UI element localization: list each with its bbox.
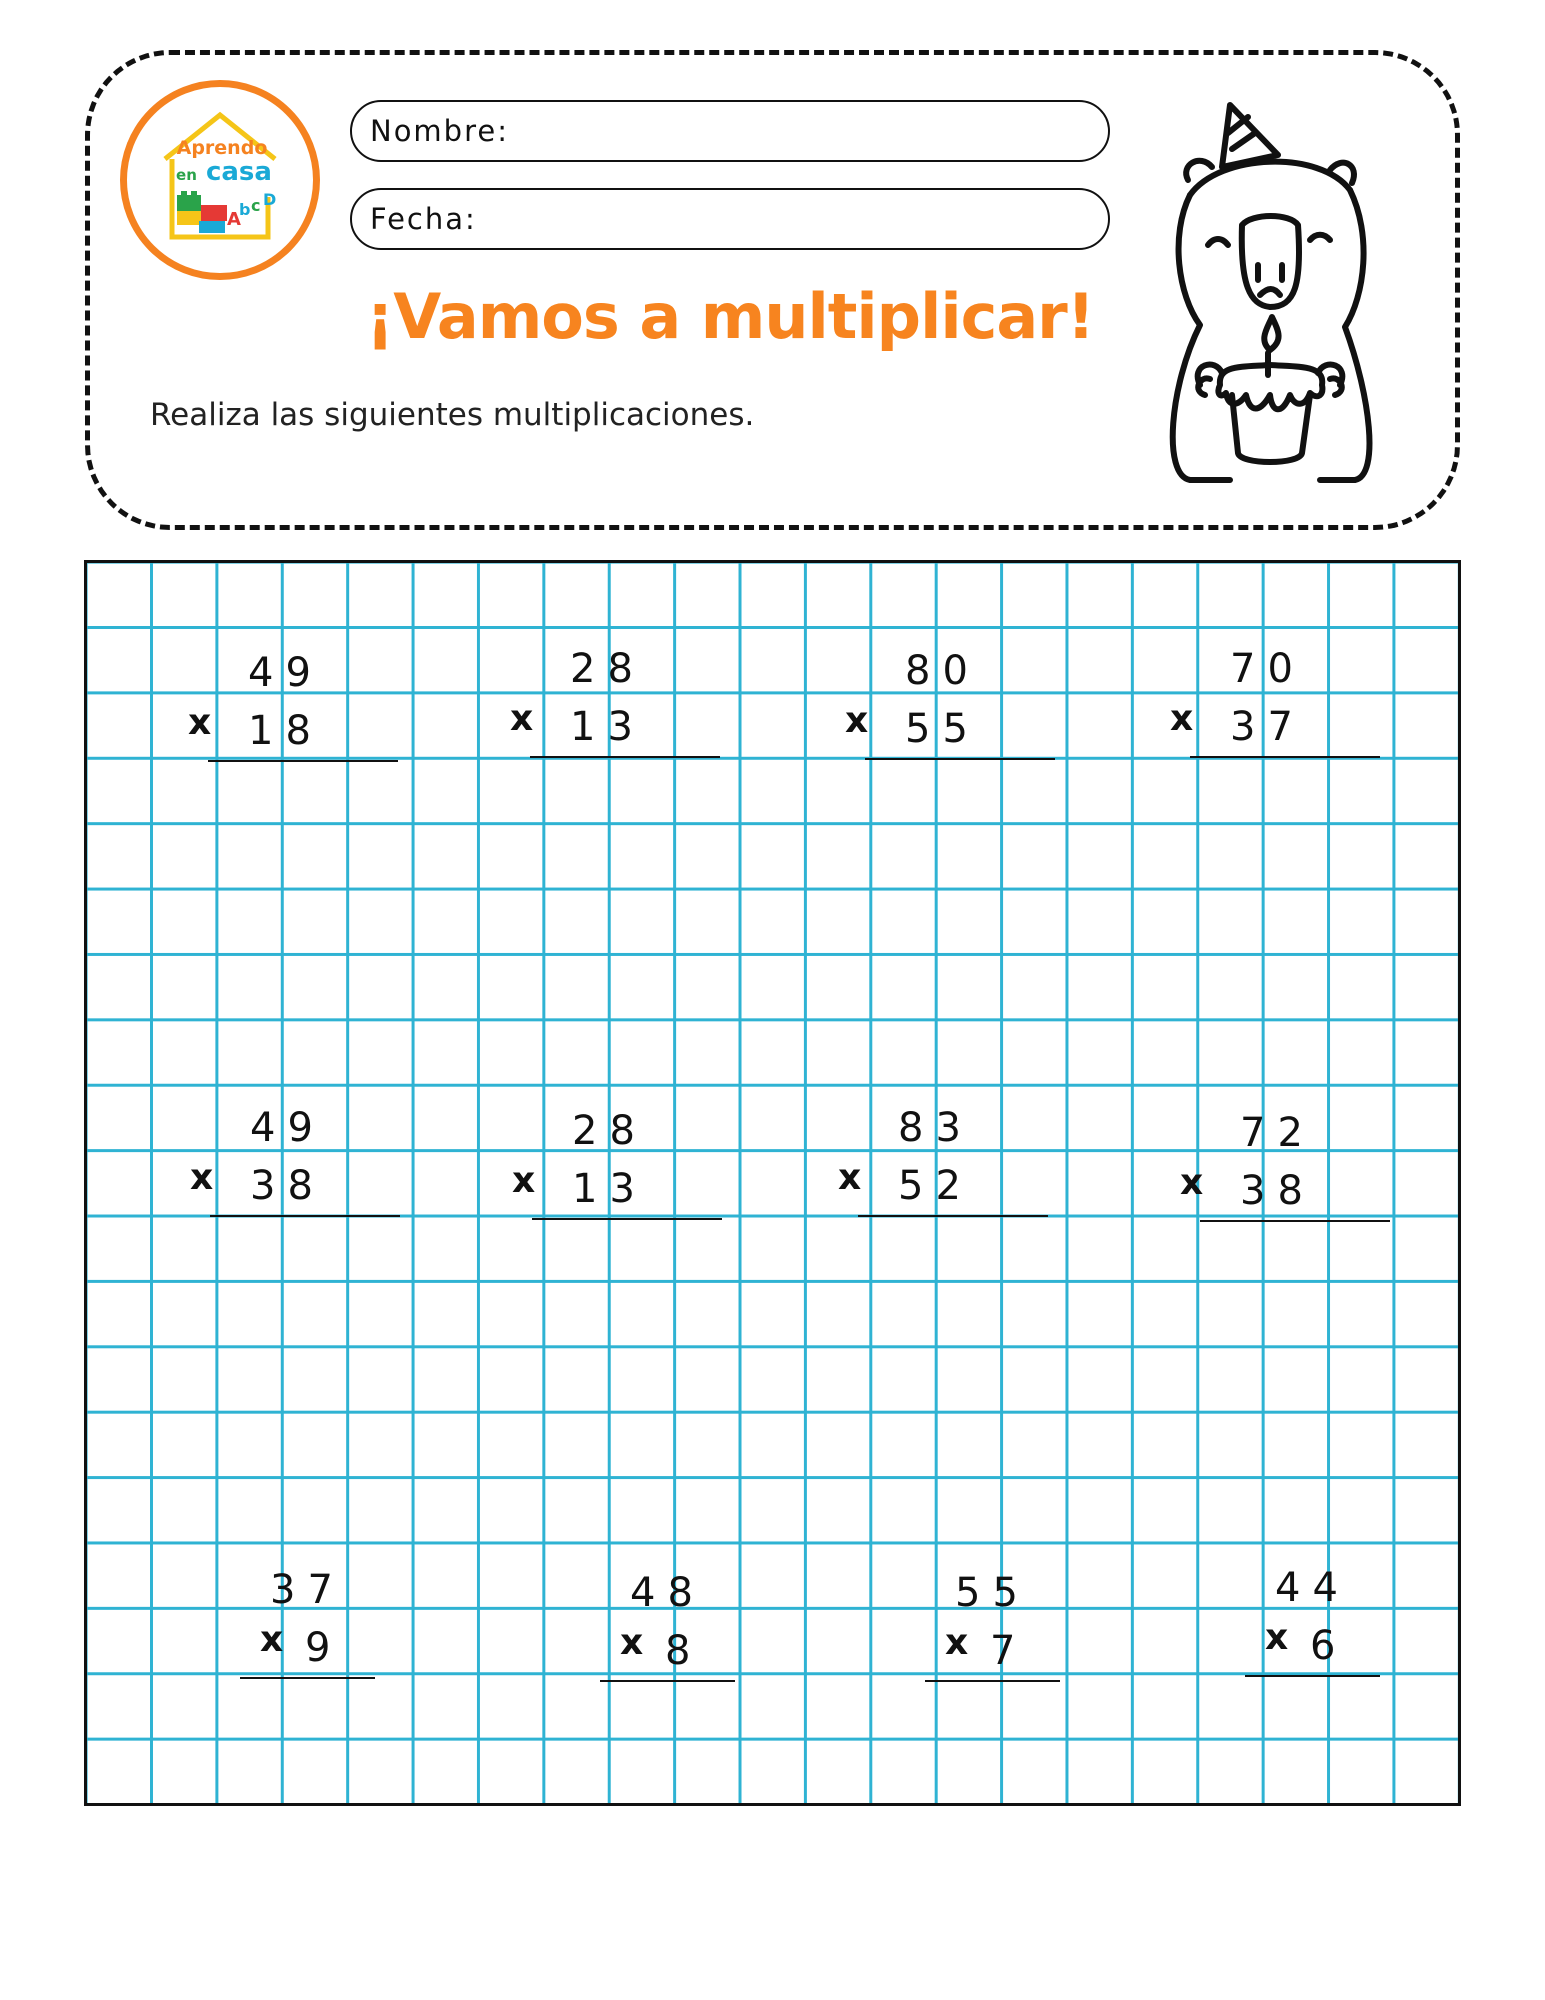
times-sign: x [1265, 1617, 1289, 1658]
logo-text-aprendo: Aprendo [176, 137, 268, 159]
times-sign: x [1170, 698, 1194, 739]
multiplier: 52 [898, 1163, 973, 1209]
date-label: Fecha: [370, 202, 477, 236]
answer-line [600, 1680, 735, 1682]
multiplier: 38 [1240, 1168, 1315, 1214]
multiplication-problem [188, 650, 388, 770]
multiplier: 55 [905, 706, 980, 752]
answer-line [1200, 1220, 1390, 1222]
multiplication-problem [838, 1105, 1038, 1225]
answer-line [1190, 756, 1380, 758]
times-sign: x [190, 1157, 214, 1198]
answer-line [925, 1680, 1060, 1682]
times-sign: x [512, 1160, 536, 1201]
multiplicand: 80 [905, 648, 980, 694]
multiplier: 6 [1310, 1623, 1348, 1669]
svg-text:c: c [251, 196, 261, 215]
multiplier: 37 [1230, 704, 1305, 750]
multiplication-problem [510, 646, 710, 766]
multiplication-problem [210, 1567, 410, 1687]
times-sign: x [620, 1622, 644, 1663]
logo-text-casa [169, 157, 279, 187]
times-sign: x [1180, 1162, 1204, 1203]
answer-line [858, 1215, 1048, 1217]
svg-text:A: A [227, 209, 241, 230]
svg-text:D: D [263, 190, 277, 209]
times-sign: x [945, 1622, 969, 1663]
multiplicand: 72 [1240, 1110, 1315, 1156]
multiplication-problem [1180, 1110, 1380, 1230]
answer-line [530, 756, 720, 758]
multiplier: 7 [990, 1628, 1028, 1674]
name-field[interactable] [350, 100, 1110, 162]
multiplier: 38 [250, 1163, 325, 1209]
multiplicand: 48 [630, 1570, 705, 1616]
multiplier: 18 [248, 708, 323, 754]
name-label: Nombre: [370, 114, 509, 148]
multiplication-problem [512, 1108, 712, 1228]
instructions: Realiza las siguientes multiplicaciones. [150, 397, 755, 433]
date-field[interactable] [350, 188, 1110, 250]
multiplicand: 37 [270, 1567, 345, 1613]
multiplier: 9 [305, 1625, 343, 1671]
multiplication-problem [570, 1570, 770, 1690]
times-sign: x [845, 700, 869, 741]
multiplication-problem [1215, 1565, 1415, 1685]
times-sign: x [260, 1619, 284, 1660]
page-title: ¡Vamos a multiplicar! [365, 280, 1095, 353]
multiplier: 13 [572, 1166, 647, 1212]
multiplicand: 49 [248, 650, 323, 696]
answer-line [210, 1215, 400, 1217]
multiplicand: 28 [572, 1108, 647, 1154]
answer-line [1245, 1675, 1380, 1677]
multiplier: 8 [665, 1628, 703, 1674]
times-sign: x [510, 698, 534, 739]
multiplicand: 28 [570, 646, 645, 692]
multiplicand: 44 [1275, 1565, 1350, 1611]
multiplication-problem [190, 1105, 390, 1225]
times-sign: x [188, 702, 212, 743]
logo-text-en: en [176, 166, 197, 184]
logo-text-casa-word: casa [205, 157, 272, 187]
multiplicand: 83 [898, 1105, 973, 1151]
answer-line [532, 1218, 722, 1220]
multiplication-problem [845, 648, 1045, 768]
answer-line [208, 760, 398, 762]
answer-line [240, 1677, 375, 1679]
multiplier: 13 [570, 704, 645, 750]
multiplicand: 49 [250, 1105, 325, 1151]
multiplicand: 70 [1230, 646, 1305, 692]
capybara-illustration-icon [1160, 95, 1390, 495]
multiplication-problem [1170, 646, 1370, 766]
multiplicand: 55 [955, 1570, 1030, 1616]
svg-text:b: b [239, 200, 251, 219]
logo [120, 80, 320, 280]
multiplication-problem [895, 1570, 1095, 1690]
answer-line [865, 758, 1055, 760]
times-sign: x [838, 1157, 862, 1198]
